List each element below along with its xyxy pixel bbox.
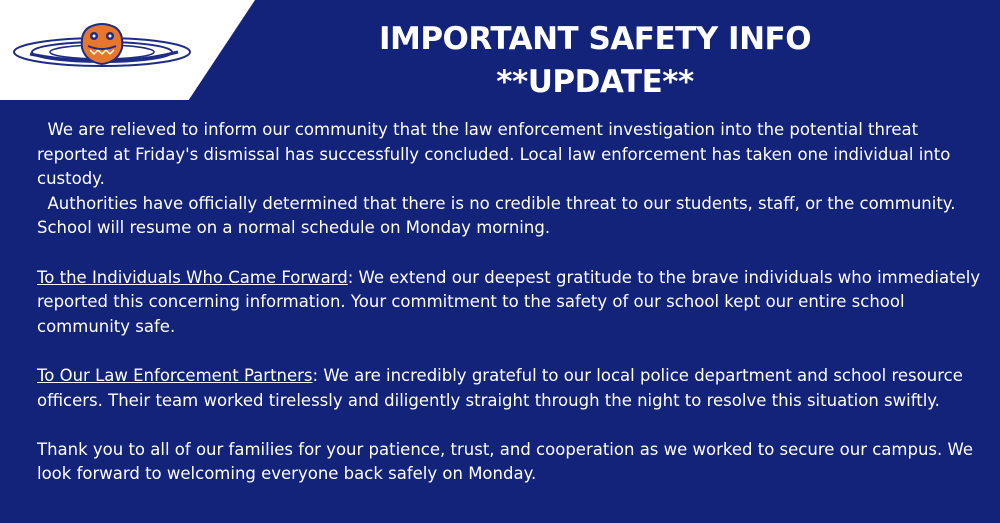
intro-text-2: Authorities have officially determined that there is no credible threat to our students, staff, or the community. School will resume on a normal schedule on Monday morning. [37,193,966,238]
gator-mascot-icon [10,18,195,80]
partners-paragraph [37,364,982,413]
intro-paragraph-2 [37,192,982,241]
individuals-text: : We extend our deepest gratitude to the brave individuals who immediately reported this concerning information. Your commitment to the safety of our school kept our entire school community safe. [37,267,981,336]
individuals-paragraph [37,266,982,340]
closing-paragraph [37,438,982,487]
partners-text: : We are incredibly grateful to our local police department and school resource officers. Their team worked tirelessly and diligently straight through the night to resolve this situation swiftly. [37,365,963,410]
logo-panel [0,0,255,100]
announcement-body [37,118,982,487]
title-line-2: **UPDATE** [496,64,694,100]
intro-text-1: We are relieved to inform our community that the law enforcement investigation into the potential threat reported at Friday's dismissal has successfully concluded. Local law enforcement has taken one individual into custody. [37,120,956,189]
intro-paragraph-1 [37,118,982,192]
partners-heading: To Our Law Enforcement Partners [37,365,313,385]
closing-text: Thank you to all of our families for your patience, trust, and cooperation as we worked to secure our campus. We look forward to welcoming everyone back safely on Monday. [37,439,974,484]
title-line-1: IMPORTANT SAFETY INFO [378,21,812,57]
individuals-heading: To the Individuals Who Came Forward [37,267,348,287]
page-title [300,18,890,104]
